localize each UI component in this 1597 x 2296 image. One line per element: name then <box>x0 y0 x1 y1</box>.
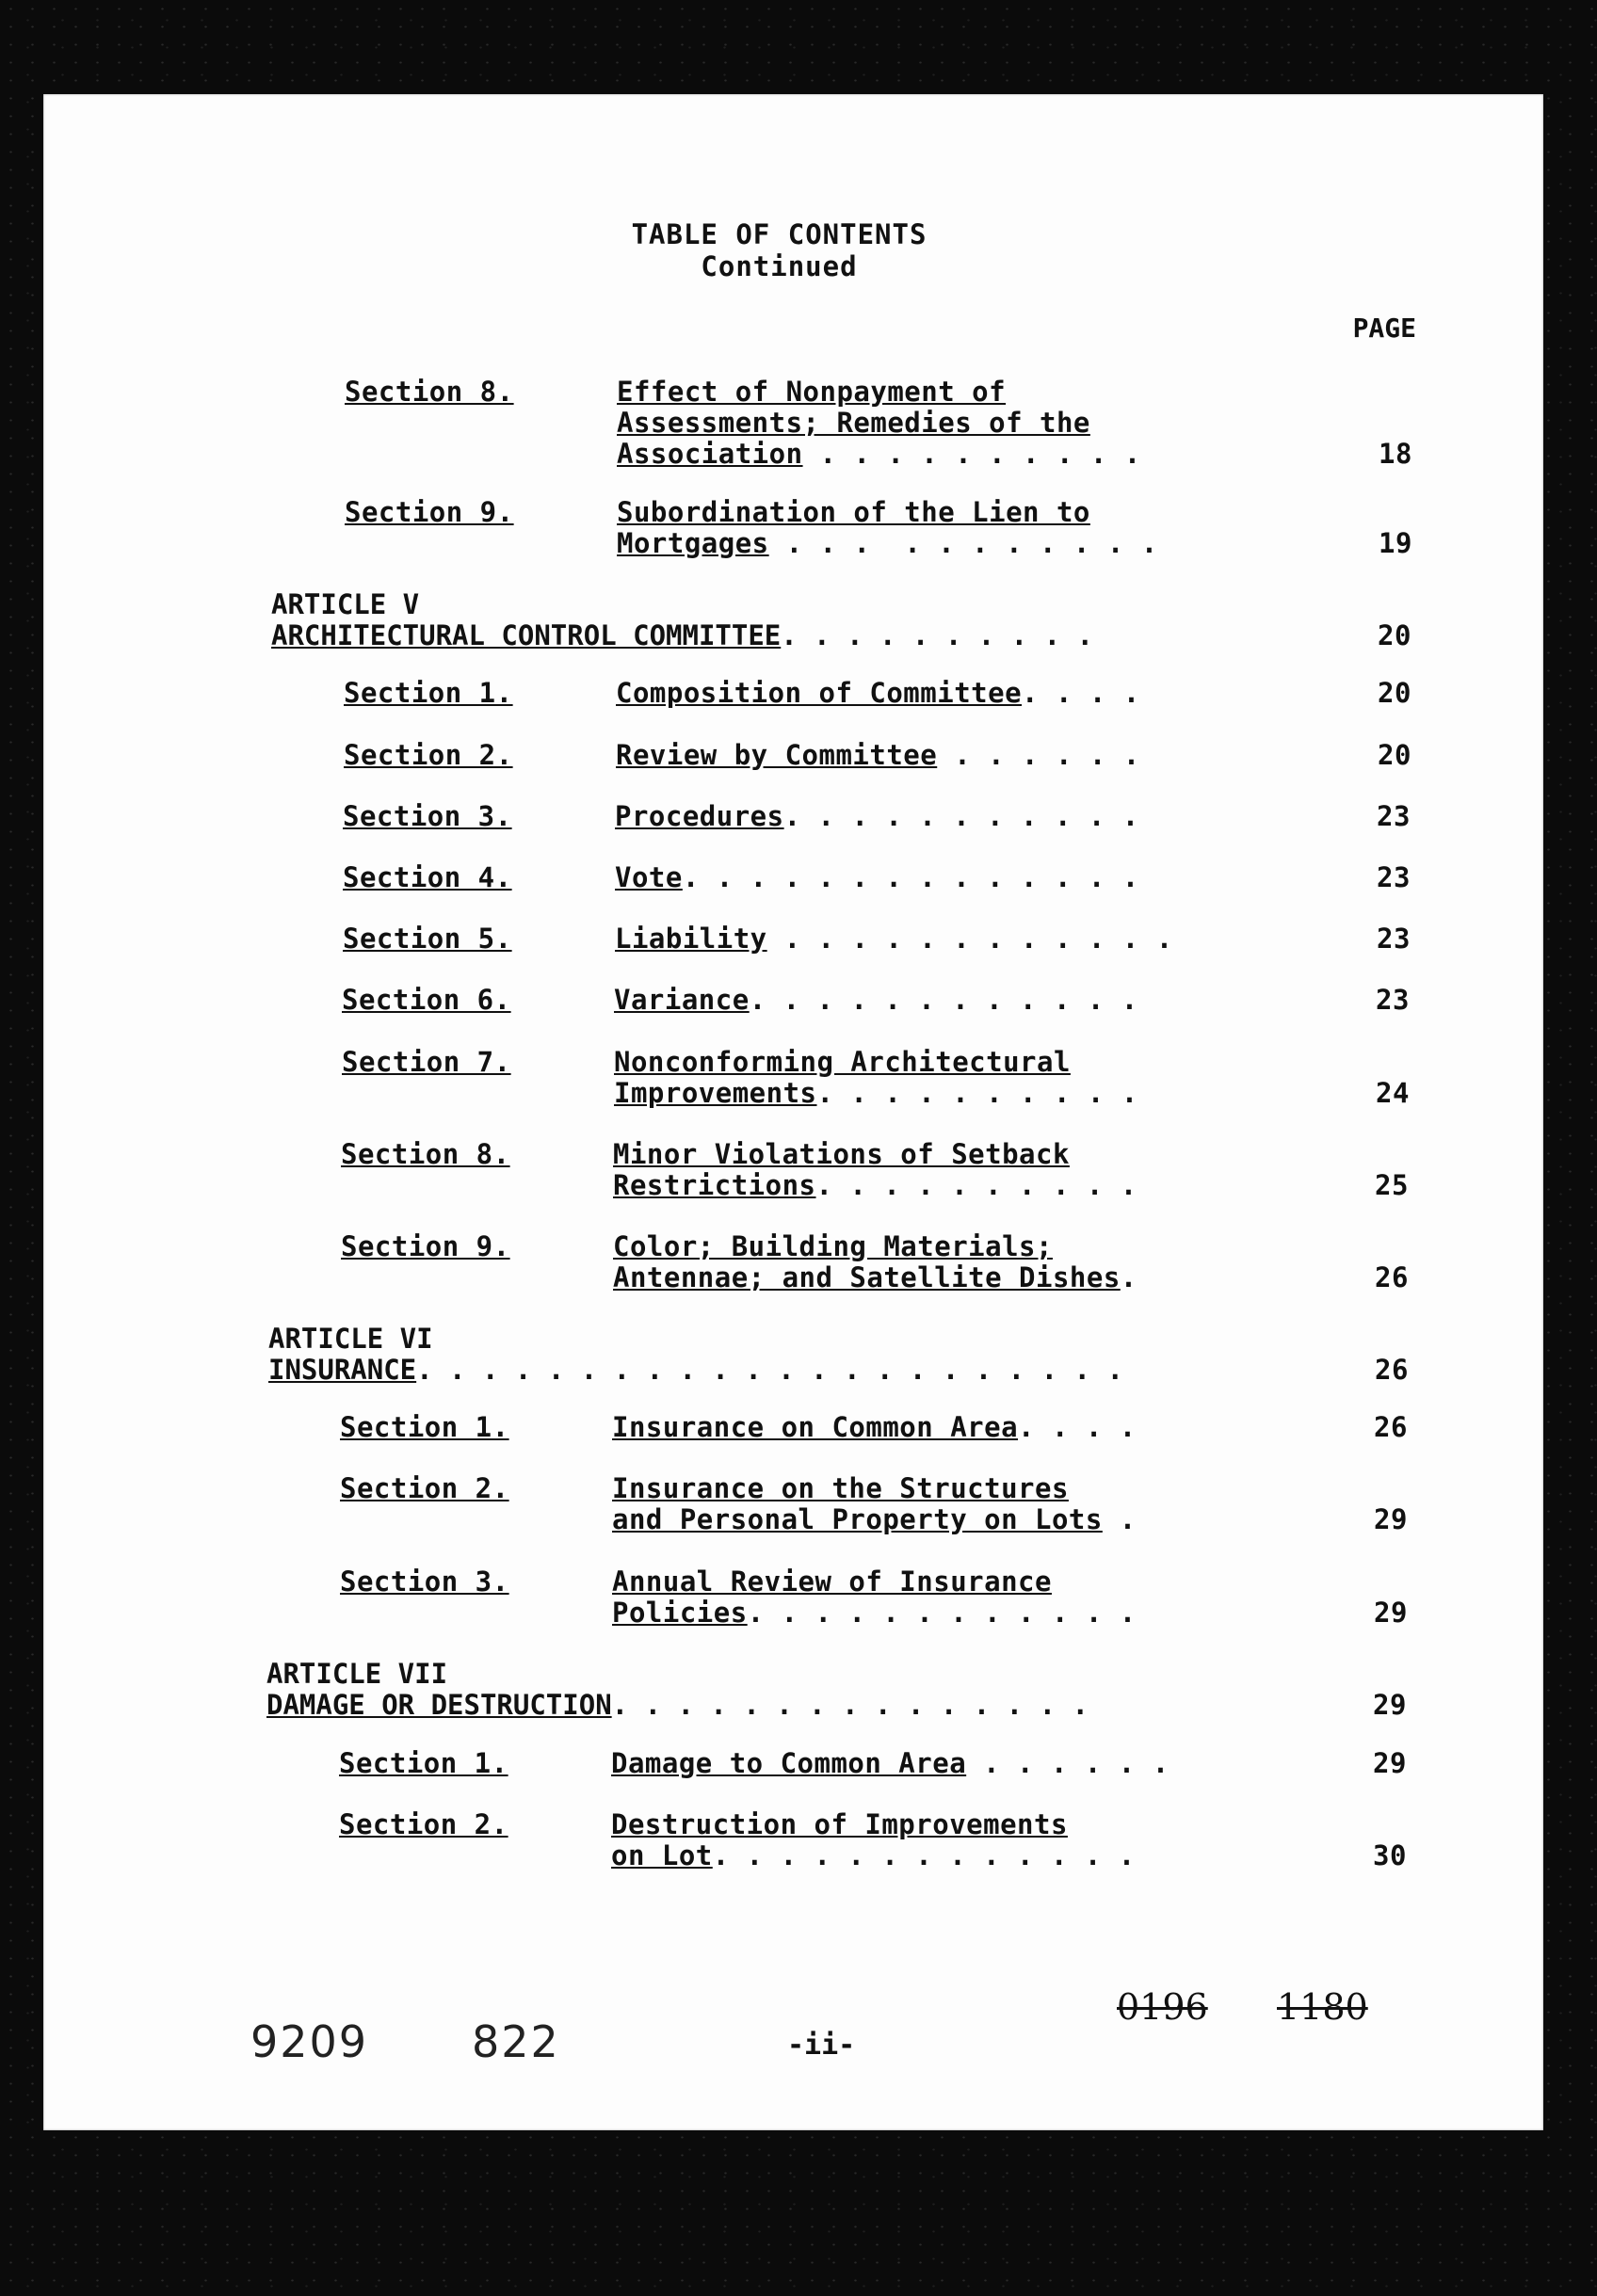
section-label: Section 8. <box>345 376 514 408</box>
section-label: Section 3. <box>343 800 512 832</box>
section-title-text: on Lot <box>611 1839 713 1871</box>
section-title-text: Insurance on Common Area <box>612 1411 1019 1443</box>
page-column-header: PAGE <box>1352 313 1416 344</box>
section-title-text: Subordination of the Lien to <box>617 496 1090 528</box>
article-title-line <box>268 1355 1123 1386</box>
leader-dots: . <box>1120 1261 1137 1293</box>
section-title-line <box>614 1047 1138 1078</box>
page-ref: 29 <box>1374 1503 1408 1535</box>
section-label: Section 3. <box>340 1565 509 1598</box>
section-title-line <box>617 408 1141 439</box>
section-title <box>613 1231 1137 1293</box>
section-title-text: Destruction of Improvements <box>611 1808 1068 1840</box>
section-title-text: Color; Building Materials; <box>613 1230 1053 1262</box>
section-label: Section 1. <box>344 677 513 709</box>
toc-subtitle: Continued <box>701 250 858 282</box>
page-ref: 29 <box>1374 1597 1408 1629</box>
section-label: Section 4. <box>343 861 512 893</box>
leader-dots: . . . . . . . . . . <box>816 1077 1138 1109</box>
section-label: Section 2. <box>344 739 513 771</box>
section-title-line <box>611 1748 1170 1779</box>
section-title-line <box>617 377 1141 408</box>
section-title-line <box>613 1262 1137 1293</box>
leader-dots: . . . . . . <box>937 739 1140 771</box>
leader-dots: . . . . . . . . . . <box>802 438 1141 470</box>
section-title-text: Association <box>617 438 803 470</box>
section-title-line <box>616 678 1140 709</box>
toc-heading <box>29 218 1529 282</box>
section-title <box>617 377 1141 470</box>
section-title-text: Restrictions <box>613 1169 816 1201</box>
section-label: Section 7. <box>342 1046 511 1078</box>
section-title-text: Nonconforming Architectural <box>614 1046 1071 1078</box>
section-title-line <box>613 1170 1137 1201</box>
page-ref: 20 <box>1378 677 1411 709</box>
section-title-line <box>614 1078 1138 1109</box>
toc-article <box>266 1659 1089 1721</box>
leader-dots: . . . . . . . . . . . . . . . . . . . . . . <box>416 1354 1123 1386</box>
leader-dots: . . . . . . . . . . <box>781 619 1093 651</box>
section-title-text: Improvements <box>614 1077 817 1109</box>
section-title <box>614 985 1138 1016</box>
article-title: INSURANCE <box>268 1354 417 1386</box>
leader-dots: . . . . . . . . . . . . <box>749 984 1138 1016</box>
page-ref: 26 <box>1375 1261 1409 1293</box>
section-title-text: Liability <box>615 923 767 955</box>
section-title-text: Insurance on the Structures <box>612 1472 1069 1504</box>
section-title-text: Review by Committee <box>616 739 938 771</box>
section-title-line <box>616 740 1140 771</box>
page-ref: 26 <box>1374 1411 1408 1443</box>
leader-dots: . . . . . . . . . . . . . <box>712 1839 1136 1871</box>
article-title-line <box>271 620 1093 651</box>
section-title-line <box>611 1840 1136 1871</box>
section-title-text: Policies <box>612 1597 748 1629</box>
section-title-line <box>612 1473 1137 1504</box>
page-ref: 20 <box>1378 619 1411 651</box>
leader-dots: . . . . <box>1022 677 1140 709</box>
section-title <box>616 740 1140 771</box>
page-ref: 19 <box>1379 527 1412 559</box>
section-title <box>615 923 1173 955</box>
section-title-line <box>613 1139 1137 1170</box>
article-title-line <box>266 1690 1089 1721</box>
section-title-line <box>612 1566 1137 1598</box>
toc-article <box>271 589 1093 651</box>
leader-dots: . . . . . . . . . . . <box>783 800 1139 832</box>
leader-dots: . . . . . . . . . . . . <box>747 1597 1137 1629</box>
section-title-text: and Personal Property on Lots <box>612 1503 1103 1535</box>
section-title <box>615 801 1139 832</box>
document-page <box>43 94 1543 2130</box>
leader-dots: . . . . <box>1018 1411 1137 1443</box>
section-title-text: Effect of Nonpayment of <box>617 376 1007 408</box>
document-code-left: 9209 <box>250 2016 369 2067</box>
section-title <box>612 1412 1137 1443</box>
page-ref: 29 <box>1373 1689 1407 1721</box>
section-title-line <box>612 1412 1137 1443</box>
section-title <box>613 1139 1137 1201</box>
page-ref: 30 <box>1373 1839 1407 1871</box>
section-title-text: Assessments; Remedies of the <box>617 407 1090 439</box>
page-ref: 20 <box>1378 739 1411 771</box>
section-label: Section 1. <box>340 1411 509 1443</box>
page-ref: 23 <box>1377 800 1411 832</box>
section-title-line <box>614 985 1138 1016</box>
section-label: Section 2. <box>339 1808 508 1840</box>
toc-title: TABLE OF CONTENTS <box>631 218 928 250</box>
section-title-line <box>615 801 1139 832</box>
section-title-line <box>612 1504 1137 1535</box>
page-ref: 18 <box>1379 438 1412 470</box>
section-title-line <box>613 1231 1137 1262</box>
leader-dots: . . . . . . . . . . <box>815 1169 1137 1201</box>
section-title-text: Annual Review of Insurance <box>612 1565 1052 1598</box>
page-ref: 23 <box>1376 984 1410 1016</box>
page-ref: 25 <box>1375 1169 1409 1201</box>
section-title <box>614 1047 1138 1109</box>
section-title <box>611 1748 1170 1779</box>
section-label: Section 9. <box>341 1230 510 1262</box>
section-label: Section 5. <box>343 923 512 955</box>
section-title <box>612 1566 1137 1629</box>
section-title-text: Vote <box>615 861 683 893</box>
section-title-line <box>615 923 1173 955</box>
section-label: Section 2. <box>340 1472 509 1504</box>
page-ref: 24 <box>1376 1077 1410 1109</box>
page-ref: 26 <box>1375 1354 1409 1386</box>
section-title-line <box>612 1598 1137 1629</box>
section-label: Section 6. <box>342 984 511 1016</box>
article-title: ARCHITECTURAL CONTROL COMMITTEE <box>271 619 782 651</box>
struck-code-2: 1180 <box>1277 1986 1368 2028</box>
page-ref: 23 <box>1377 861 1411 893</box>
section-label: Section 8. <box>341 1138 510 1170</box>
section-title-text: Composition of Committee <box>616 677 1023 709</box>
section-title-line <box>611 1809 1136 1840</box>
article-number: ARTICLE V <box>271 588 420 620</box>
section-label: Section 1. <box>339 1747 508 1779</box>
article-number: ARTICLE VI <box>268 1323 433 1355</box>
page-ref: 23 <box>1377 923 1411 955</box>
section-title <box>612 1473 1137 1535</box>
section-title <box>617 497 1158 559</box>
toc-article <box>268 1324 1123 1386</box>
section-label: Section 9. <box>345 496 514 528</box>
section-title-text: Mortgages <box>617 527 769 559</box>
document-code-right: 822 <box>472 2016 560 2067</box>
leader-dots: . . . . . . <box>966 1747 1170 1779</box>
section-title-text: Minor Violations of Setback <box>613 1138 1070 1170</box>
leader-dots: . . . . . . . . . . . . . . . <box>611 1689 1089 1721</box>
page-number: -ii- <box>787 2029 856 2062</box>
section-title <box>611 1809 1136 1871</box>
section-title-line <box>617 439 1141 470</box>
struck-code-1: 0196 <box>1117 1986 1208 2028</box>
section-title-line <box>617 497 1158 528</box>
page-ref: 29 <box>1373 1747 1407 1779</box>
section-title-text: Damage to Common Area <box>611 1747 967 1779</box>
section-title-line <box>617 528 1158 559</box>
article-title: DAMAGE OR DESTRUCTION <box>266 1689 612 1721</box>
leader-dots: . . . . . . . . . . . . <box>766 923 1173 955</box>
article-number: ARTICLE VII <box>266 1658 448 1690</box>
section-title <box>615 862 1139 893</box>
leader-dots: . . . . . . . . . . . . . . <box>682 861 1139 893</box>
section-title <box>616 678 1140 709</box>
section-title-line <box>615 862 1139 893</box>
section-title-text: Antennae; and Satellite Dishes <box>613 1261 1121 1293</box>
section-title-text: Procedures <box>615 800 784 832</box>
section-title-text: Variance <box>614 984 750 1016</box>
leader-dots: . <box>1102 1503 1137 1535</box>
leader-dots: . . . . . . . . . . . <box>768 527 1158 559</box>
